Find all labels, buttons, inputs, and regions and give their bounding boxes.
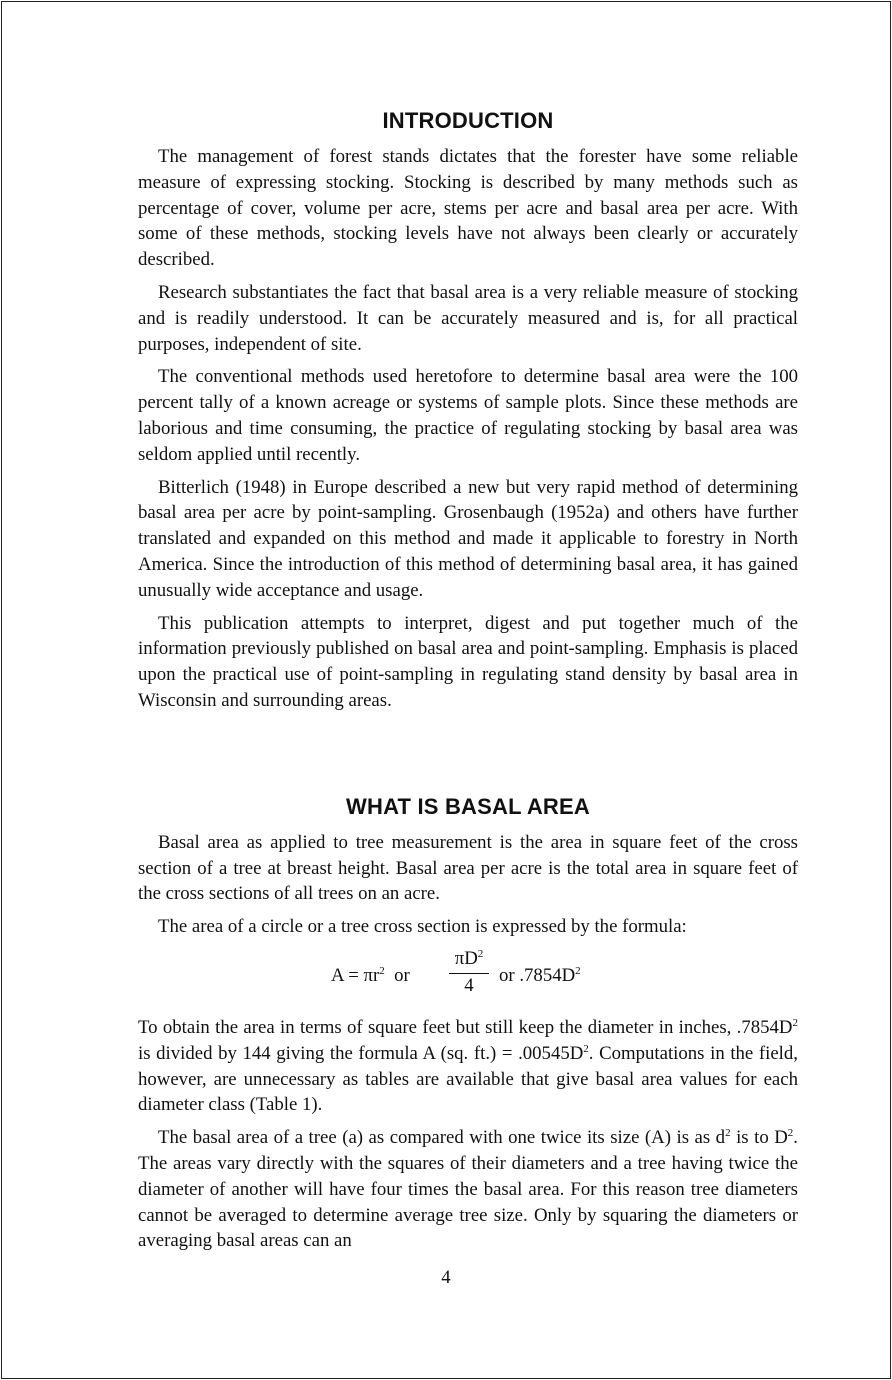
page-number: 4 — [441, 1267, 451, 1288]
basal-area-formula — [138, 947, 798, 1003]
fraction-numerator: $\pi D^2$ — [449, 947, 489, 974]
fraction-denominator: 4 — [464, 974, 474, 996]
intro-paragraph-4: Bitterlich (1948) in Europe described a new but very rapid method of determining basal area per acre by point-sampling. Grosenbaugh (1952a) and others have further translated and expanded on this method and made it applicable to forestry in North America. Since the introduction of this method of determining basal area, it has gained unusually wide acceptance and usage. — [138, 476, 798, 601]
formula-rhs: or $.7854D^2$ — [499, 964, 581, 986]
intro-paragraph-5: This publication attempts to interpret, digest and put together much of the information previously published on basal area and point-sampling. Emphasis is placed upon the practical use of point-sampling in regulating stand density by basal area in Wisconsin and surrounding areas. — [138, 612, 798, 711]
introduction-heading: INTRODUCTION — [382, 108, 554, 133]
basal-area-heading: WHAT IS BASAL AREA — [346, 793, 590, 819]
basal-paragraph-1: Basal area as applied to tree measurement is the area in square feet of the cross section of a tree at breast height. Basal area per acre is the total area in square feet of the cross sections of all trees on an acre. — [138, 831, 798, 905]
intro-paragraph-1: The management of forest stands dictates that the forester have some reliable measure of expressing stocking. Stocking is described by many methods such as percentage of cover, volume per acre, stems per acre and basal area per acre. With some of these methods, stocking levels have not always been clearly or accurately described. — [138, 146, 798, 271]
page-content — [138, 108, 798, 1261]
basal-paragraph-4: The basal area of a tree (a) as compared with one twice its size (A) is as $d^2$ is to $D^2$. The areas vary directly with the squares of their diameters and a tree having twice the diameter of another will have four times the basal area. For this reason tree diameters cannot be averaged to determine average tree size. Only by squaring the diameters or averaging basal areas can an — [138, 1127, 798, 1252]
intro-paragraph-3: The conventional methods used heretofore to determine basal area were the 100 percent tally of a known acreage or systems of sample plots. Since these methods are laborious and time consuming, the practice of regulating stocking by basal area was seldom applied until recently. — [138, 366, 798, 465]
basal-paragraph-3: To obtain the area in terms of square feet but still keep the diameter in inches, $.7854D^2$ is divided by 144 giving the formula A (sq. $ft.) = .00545D^2$. Computations in the field, however, are unnecessary as tables are available that give basal area values for each diameter class (Table 1). — [138, 1016, 798, 1116]
formula-fraction — [449, 947, 489, 998]
intro-paragraph-2: Research substantiates the fact that basal area is a very reliable measure of stocking and is readily understood. It can be accurately measured and is, for all practical purposes, independent of site. — [138, 281, 798, 355]
basal-paragraph-2: The area of a circle or a tree cross section is expressed by the formula: — [158, 916, 687, 938]
formula-lhs: $A = \pi r^2$ or — [331, 964, 410, 986]
